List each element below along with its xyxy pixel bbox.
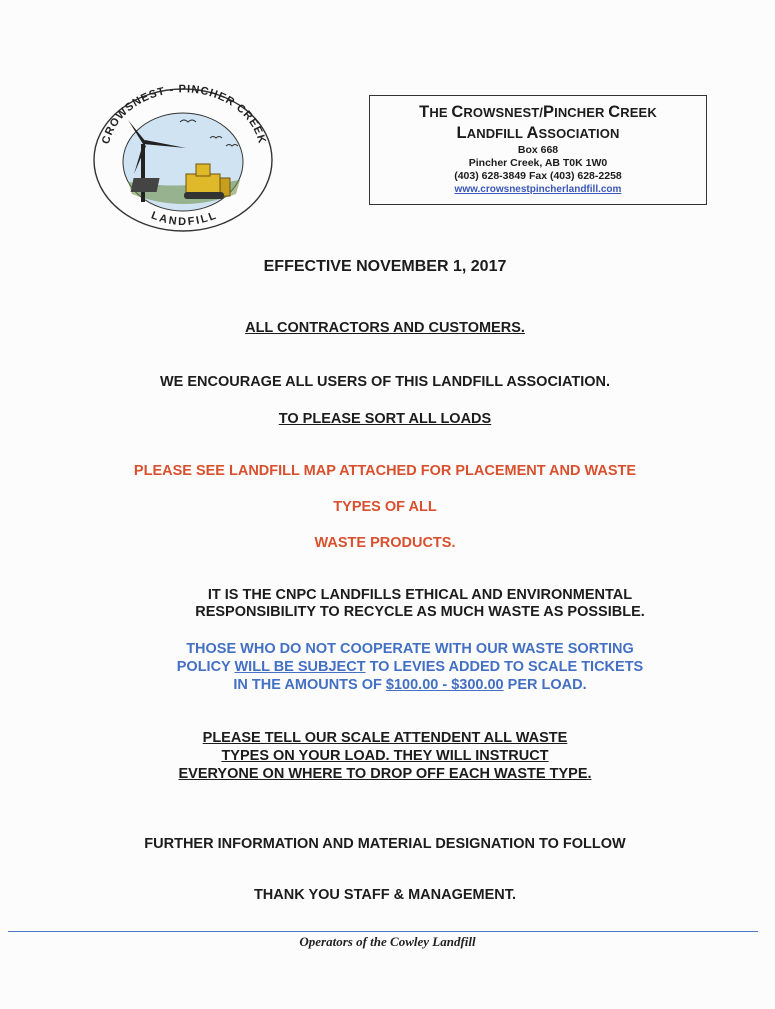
policy-line1: THOSE WHO DO NOT COOPERATE WITH OUR WASTE SORTING (186, 641, 634, 657)
city-postal: Pincher Creek, AB T0K 1W0 (468, 157, 608, 169)
further-info: FURTHER INFORMATION AND MATERIAL DESIGNATION TO FOLLOW (144, 836, 626, 852)
effective-date: EFFECTIVE NOVEMBER 1, 2017 (263, 258, 507, 275)
po-box: Box 668 (517, 144, 559, 156)
thank-you: THANK YOU STAFF & MANAGEMENT. (253, 887, 517, 903)
logo-bottom-text: LANDFILL (149, 209, 220, 229)
encourage-text: WE ENCOURAGE ALL USERS OF THIS LANDFILL ASSOCIATION. (159, 374, 611, 390)
logo-top-text: CROWSNEST - PINCHER CREEK (100, 83, 268, 146)
levy-amount: $100.00 - $300.00 (385, 677, 504, 693)
org-name-line2: LANDFILL ASSOCIATION (456, 124, 620, 142)
map-notice-line1: PLEASE SEE LANDFILL MAP ATTACHED FOR PLACEMENT AND WASTE (133, 463, 637, 479)
footer-operators: Operators of the Cowley Landfill (299, 934, 476, 949)
attendant-line2: TYPES ON YOUR LOAD. THEY WILL INSTRUCT (221, 748, 549, 764)
address-box (369, 95, 707, 205)
landfill-logo (88, 82, 278, 240)
ethical-line1: IT IS THE CNPC LANDFILLS ETHICAL AND ENVIRONMENTAL (207, 587, 633, 603)
policy-line3: IN THE AMOUNTS OF $100.00 - $300.00 PER LOAD. (233, 677, 587, 693)
policy-line2: POLICY WILL BE SUBJECT TO LEVIES ADDED TO SCALE TICKETS (176, 659, 644, 675)
sort-loads-text: TO PLEASE SORT ALL LOADS (278, 411, 492, 427)
ethical-line2: RESPONSIBILITY TO RECYCLE AS MUCH WASTE AS POSSIBLE. (195, 604, 645, 620)
attendant-line1: PLEASE TELL OUR SCALE ATTENDENT ALL WASTE (202, 730, 568, 746)
levy-warning: WILL BE SUBJECT (234, 659, 366, 675)
website-link[interactable]: www.crowsnestpincherlandfill.com (454, 184, 622, 195)
map-notice-line2: TYPES OF ALL (333, 499, 437, 515)
contractors-heading: ALL CONTRACTORS AND CUSTOMERS. (245, 320, 525, 336)
svg-text:LANDFILL (149, 209, 219, 228)
footer-divider (8, 931, 758, 932)
map-notice-line3: WASTE PRODUCTS. (314, 535, 456, 551)
attendant-line3: EVERYONE ON WHERE TO DROP OFF EACH WASTE TYPE. (178, 766, 592, 782)
phone-fax: (403) 628-3849 Fax (403) 628-2258 (454, 170, 622, 182)
org-name-line1: THE CROWSNEST/PINCHER CREEK (419, 103, 657, 121)
